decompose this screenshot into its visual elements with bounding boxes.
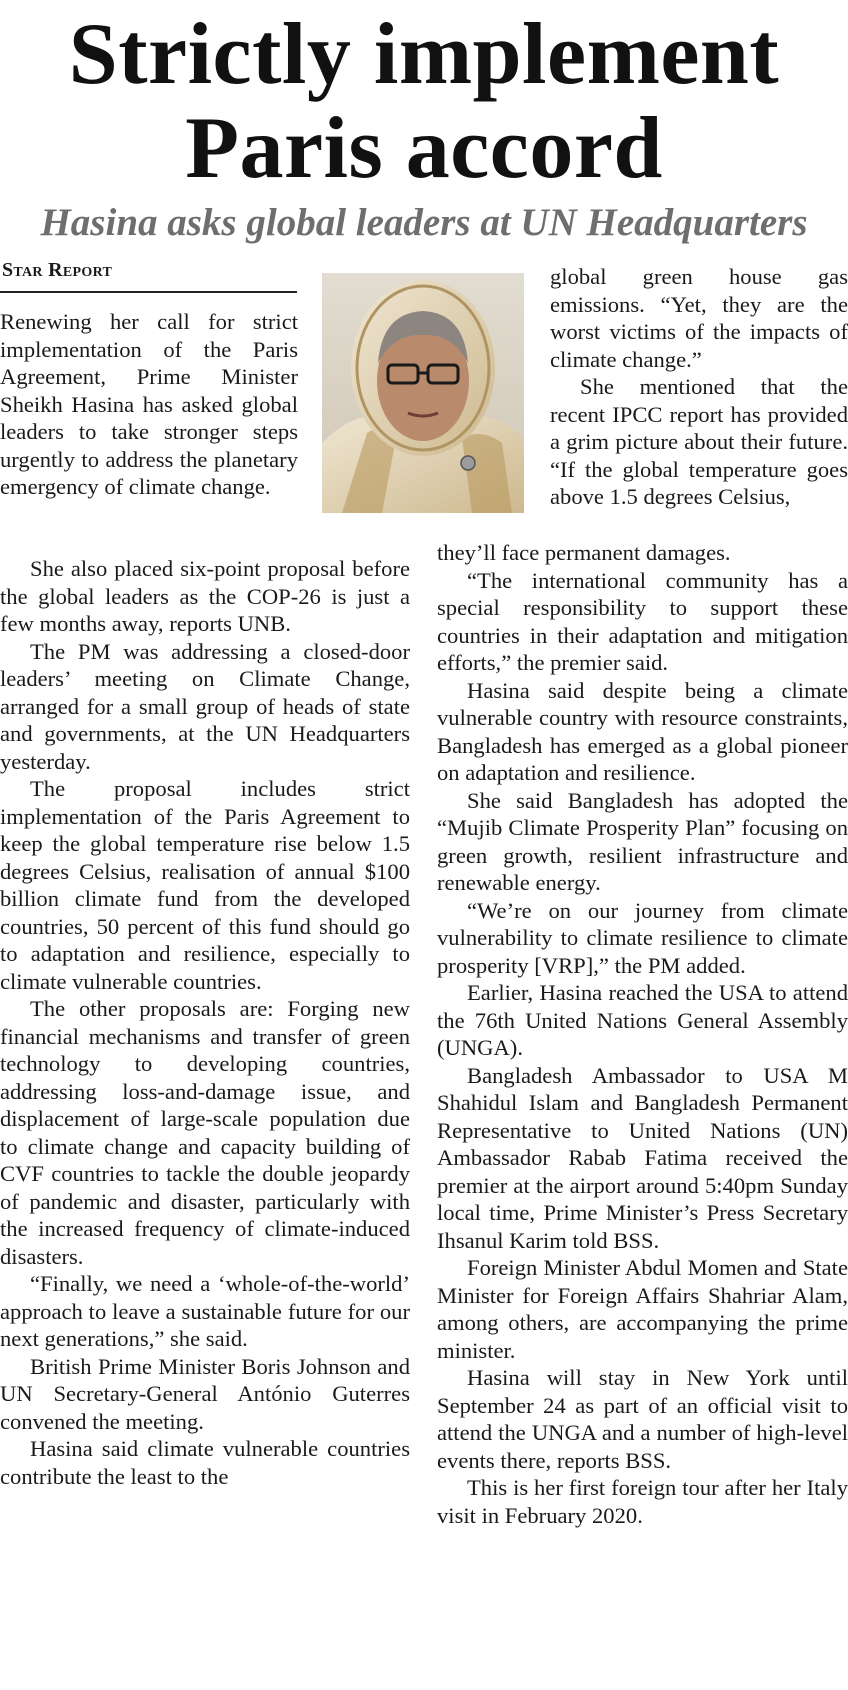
paragraph: The PM was addressing a closed-door leaders’ meeting on Climate Change, arranged for a small group of heads of state and governments, at the UN Headquarters yesterday. bbox=[0, 638, 410, 774]
article-column-right bbox=[437, 539, 848, 1529]
paragraph: “The international community has a special responsibility to support these countries in their adaptation and mitigation efforts,” the premier said. bbox=[437, 567, 848, 675]
byline: Star Report bbox=[2, 259, 113, 281]
paragraph: Hasina said climate vulnerable countries contribute the least to the bbox=[0, 1436, 410, 1489]
headline-line-1: Strictly implement bbox=[68, 6, 780, 103]
article-column-left bbox=[0, 555, 410, 1490]
paragraph: Foreign Minister Abdul Momen and State Minister for Foreign Affairs Shahriar Alam, among others, are accompanying the prime minister. bbox=[437, 1255, 848, 1363]
article-column-right-top bbox=[550, 263, 848, 511]
paragraph: Earlier, Hasina reached the USA to attend the 76th United Nations General Assembly (UNGA). bbox=[437, 980, 848, 1060]
paragraph: “Finally, we need a ‘whole-of-the-world’ approach to leave a sustainable future for our next generations,” she said. bbox=[0, 1271, 410, 1351]
headline bbox=[0, 8, 848, 196]
subheadline: Hasina asks global leaders at UN Headquarters bbox=[40, 201, 808, 244]
paragraph: Hasina will stay in New York until September 24 as part of an official visit to attend the UNGA and a number of high-level events there, reports BSS. bbox=[437, 1365, 848, 1473]
paragraph: Renewing her call for strict implementation of the Paris Agreement, Prime Minister Sheikh Hasina has asked global leaders to take stronger steps urgently to address the planetary emergency of climate change. bbox=[0, 309, 298, 499]
paragraph: “We’re on our journey from climate vulnerability to climate resilience to climate prosperity [VRP],” the PM added. bbox=[437, 897, 848, 978]
portrait-photo-icon bbox=[322, 273, 524, 513]
paragraph: global green house gas emissions. “Yet, they are the worst victims of the impacts of climate change.” bbox=[550, 264, 848, 372]
headline-line-2: Paris accord bbox=[185, 100, 663, 197]
paragraph: The proposal includes strict implementation of the Paris Agreement to keep the global temperature rise below 1.5 degrees Celsius, realisation of annual $100 billion climate fund from the developed countries, 50 percent of this fund should go to adaptation and resilience, especially to climate vulnerable countries. bbox=[0, 776, 410, 994]
paragraph: This is her first foreign tour after her Italy visit in February 2020. bbox=[437, 1475, 848, 1528]
paragraph: Bangladesh Ambassador to USA M Shahidul Islam and Bangladesh Permanent Representative to United Nations (UN) Ambassador Rabab Fatima received the premier at the airport around 5:40pm Sunday local time, Prime Minister’s Press Secretary Ihsanul Karim told BSS. bbox=[437, 1062, 848, 1253]
article-column-left-top bbox=[0, 308, 298, 501]
paragraph: they’ll face permanent damages. bbox=[437, 540, 731, 565]
paragraph: She said Bangladesh has adopted the “Mujib Climate Prosperity Plan” focusing on green growth, resilient infrastructure and renewable energy. bbox=[437, 787, 848, 895]
paragraph: British Prime Minister Boris Johnson and UN Secretary-General António Guterres convened the meeting. bbox=[0, 1353, 410, 1434]
paragraph: She mentioned that the recent IPCC report has provided a grim picture about their future. “If the global temperature goes above 1.5 degrees Celsius, bbox=[550, 374, 848, 509]
paragraph: The other proposals are: Forging new financial mechanisms and transfer of green technology to developing countries, addressing loss-and-damage issue, and displacement of large-scale population due to climate change and capacity building of CVF countries to tackle the double jeopardy of pandemic and disaster, particularly with the increased frequency of climate-induced disasters. bbox=[0, 996, 410, 1269]
byline-divider bbox=[0, 291, 297, 293]
paragraph: She also placed six-point proposal before the global leaders as the COP-26 is just a few months away, reports UNB. bbox=[0, 556, 410, 636]
paragraph: Hasina said despite being a climate vulnerable country with resource constraints, Bangladesh has emerged as a global pioneer on adaptation and resilience. bbox=[437, 677, 848, 785]
portrait-photo-icon bbox=[322, 273, 524, 513]
